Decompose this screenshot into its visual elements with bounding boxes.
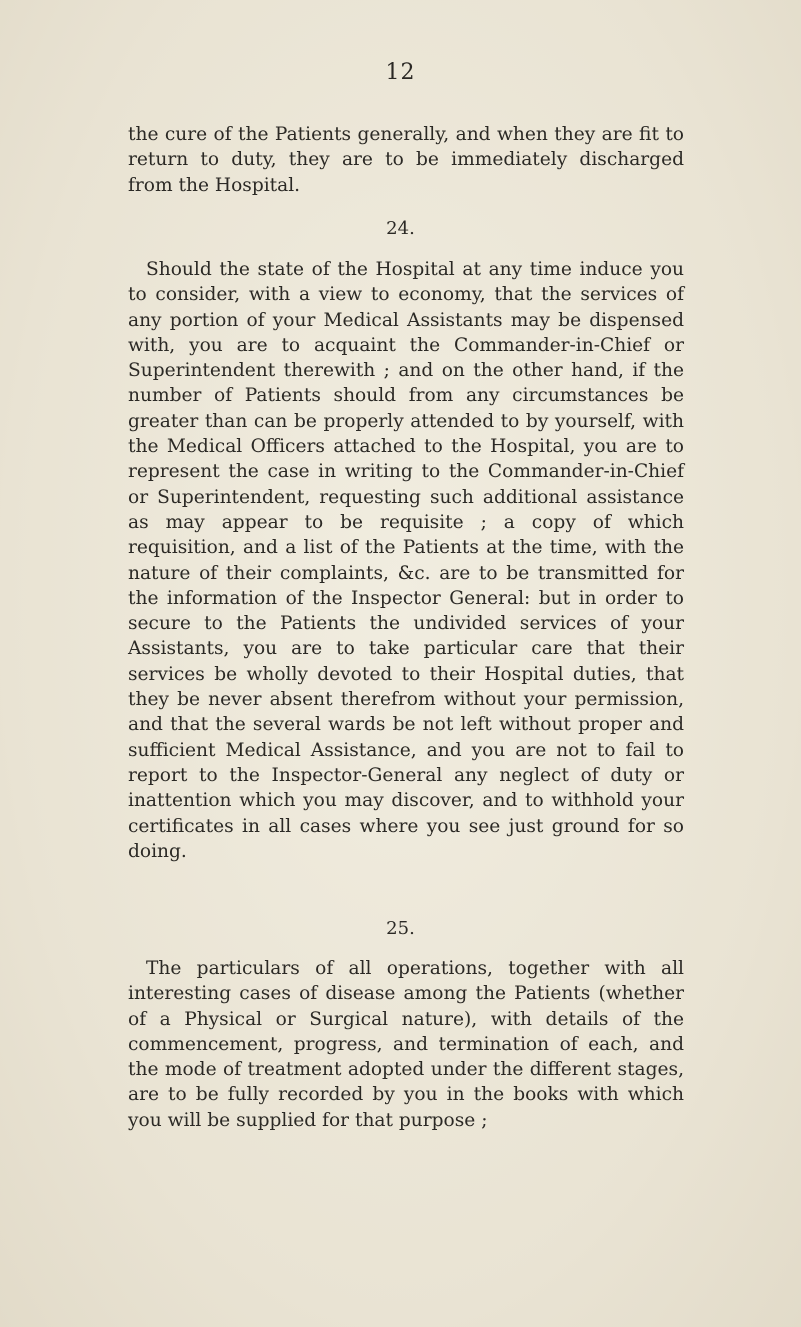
paragraph-section-25 [128,956,684,1133]
paragraph-text: Should the state of the Hospital at any time induce you to consider, with a view to economy, that the services of any portion of your Medical Assistants may be dispensed with, you are to acquaint the Commander-in-Chief or Superintendent therewith ; and on the other hand, if the number of Patients should from any circumstances be greater than can be properly attended to by yourself, with the Medical Officers attached to the Hospital, you are to represent the case in writing to the Commander-in-Chief or Superintendent, requesting such additional assistance as may appear to be requisite ; a copy of which requisition, and a list of the Patients at the time, with the nature of their complaints, &c. are to be transmitted for the information of the Inspector General: but in order to secure to the Patients the undivided services of your Assistants, you are to take particular care that their services be wholly devoted to their Hospital duties, that they be never absent therefrom without your permission, and that the several wards be not left without proper and sufficient Medical Assistance, and you are not to fail to report to the Inspector-General any neglect of duty or inattention which you may discover, and to withhold your certificates in all cases where you see just ground for so doing. [128,259,684,862]
page-number: 12 [385,60,416,85]
paragraph-section-24 [128,257,684,864]
section-number-24: 24. [386,218,415,239]
section-number-25: 25. [386,918,415,939]
paragraph-continuation [128,122,684,198]
paragraph-text: The particulars of all operations, together with all interesting cases of disease among the Patients (whether of a Physical or Surgical nature), with details of the commencement, progress, and termination of each, and the mode of treatment adopted under the different stages, are to be fully recorded by you in the books with which you will be supplied for that purpose ; [128,958,684,1131]
paragraph-text: the cure of the Patients generally, and when they are fit to return to duty, they are to be immediately discharged from the Hospital. [128,124,684,196]
